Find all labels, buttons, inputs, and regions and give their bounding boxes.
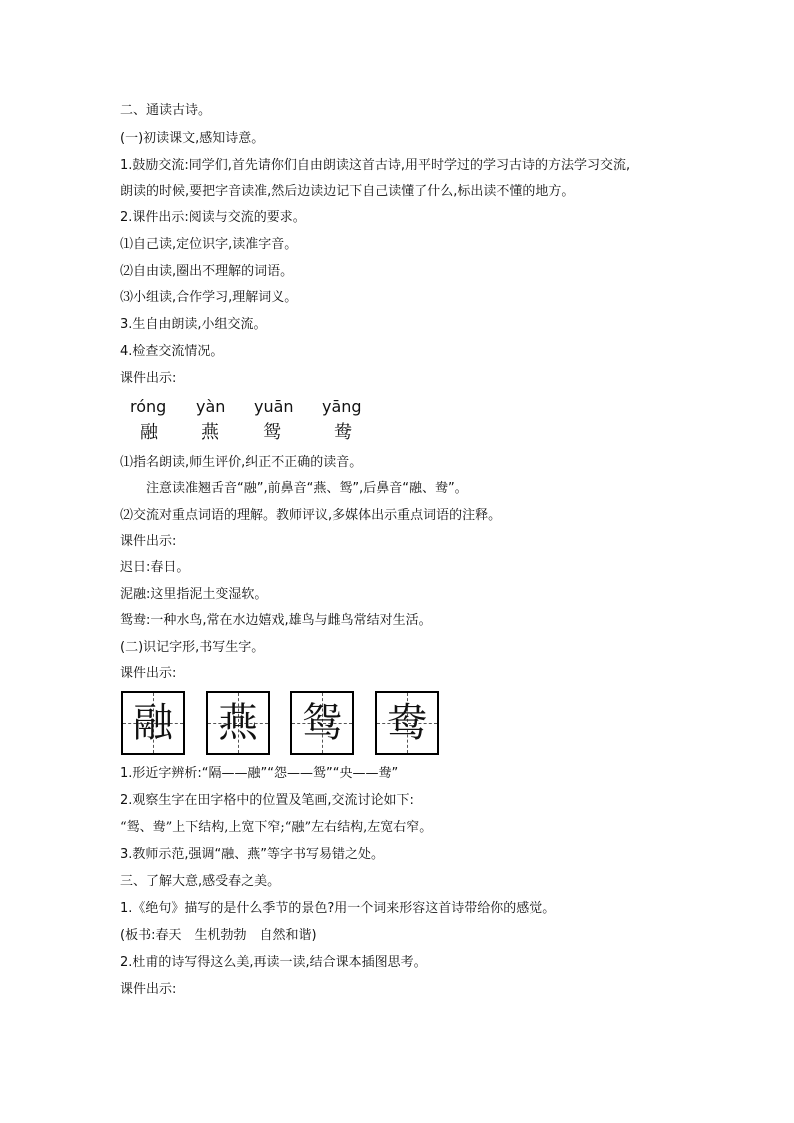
text-line: 4.检查交流情况。	[120, 344, 224, 359]
text-line: “鸳、鸯”上下结构,上宽下窄;“融”左右结构,左宽右窄。	[120, 820, 433, 835]
section-heading-3: 三、了解大意,感受春之美。	[120, 874, 281, 889]
subsection-heading-2: (二)识记字形,书写生字。	[120, 640, 265, 655]
definition-line: 鸳鸯:一种水鸟,常在水边嬉戏,雄鸟与雌鸟常结对生活。	[120, 613, 432, 628]
tianzige-grid-yuan	[290, 691, 354, 755]
hanzi-yang: 鸯	[334, 422, 352, 443]
tianzige-grid-rong	[121, 691, 185, 755]
courseware-label: 课件出示:	[120, 534, 177, 549]
pinyin-rong: róng	[130, 397, 167, 416]
tianzige-grid-yang	[375, 691, 439, 755]
pinyin-yang: yāng	[322, 397, 362, 416]
hanzi-yuan: 鸳	[263, 422, 281, 443]
courseware-label: 课件出示:	[120, 371, 177, 386]
hanzi-rong: 融	[140, 422, 158, 443]
text-line: 朗读的时候,要把字音读准,然后边读边记下自己读懂了什么,标出读不懂的地方。	[120, 184, 575, 199]
courseware-label: 课件出示:	[120, 982, 177, 997]
text-line: 注意读准翘舌音“融”,前鼻音“燕、鸳”,后鼻音“融、鸯”。	[146, 481, 468, 496]
subsection-heading-1: (一)初读课文,感知诗意。	[120, 131, 265, 146]
section-heading-2: 二、通读古诗。	[120, 103, 212, 118]
text-line: 2.课件出示:阅读与交流的要求。	[120, 210, 306, 225]
definition-line: 迟日:春日。	[120, 560, 190, 575]
pinyin-yuan: yuān	[254, 397, 294, 416]
text-line: 1.形近字辨析:“隔——融”“怨——鸳”“央——鸯”	[120, 766, 399, 781]
grid-character: 鸳	[302, 700, 342, 746]
text-line: ⑶小组读,合作学习,理解词义。	[120, 290, 298, 305]
text-line: 1.鼓励交流:同学们,首先请你们自由朗读这首古诗,用平时学过的学习古诗的方法学习交流,	[120, 158, 631, 173]
grid-character: 鸯	[387, 700, 427, 746]
text-line: 3.生自由朗读,小组交流。	[120, 317, 267, 332]
text-line: 2.杜甫的诗写得这么美,再读一读,结合课本插图思考。	[120, 955, 427, 970]
grid-character: 融	[133, 700, 173, 746]
courseware-label: 课件出示:	[120, 666, 177, 681]
board-note: (板书:春天 生机勃勃 自然和谐)	[120, 928, 317, 943]
hanzi-yan: 燕	[201, 422, 219, 443]
text-line: ⑵自由读,圈出不理解的词语。	[120, 264, 294, 279]
text-line: 3.教师示范,强调“融、燕”等字书写易错之处。	[120, 847, 385, 862]
pinyin-yan: yàn	[196, 397, 226, 416]
text-line: ⑴指名朗读,师生评价,纠正不正确的读音。	[120, 455, 363, 470]
text-line: ⑵交流对重点词语的理解。教师评议,多媒体出示重点词语的注释。	[120, 508, 502, 523]
text-line: 2.观察生字在田字格中的位置及笔画,交流讨论如下:	[120, 793, 414, 808]
tianzige-grid-yan	[206, 691, 270, 755]
text-line: 1.《绝句》描写的是什么季节的景色?用一个词来形容这首诗带给你的感觉。	[120, 901, 556, 916]
grid-character: 燕	[218, 700, 258, 746]
definition-line: 泥融:这里指泥土变湿软。	[120, 587, 268, 602]
text-line: ⑴自己读,定位识字,读准字音。	[120, 237, 298, 252]
